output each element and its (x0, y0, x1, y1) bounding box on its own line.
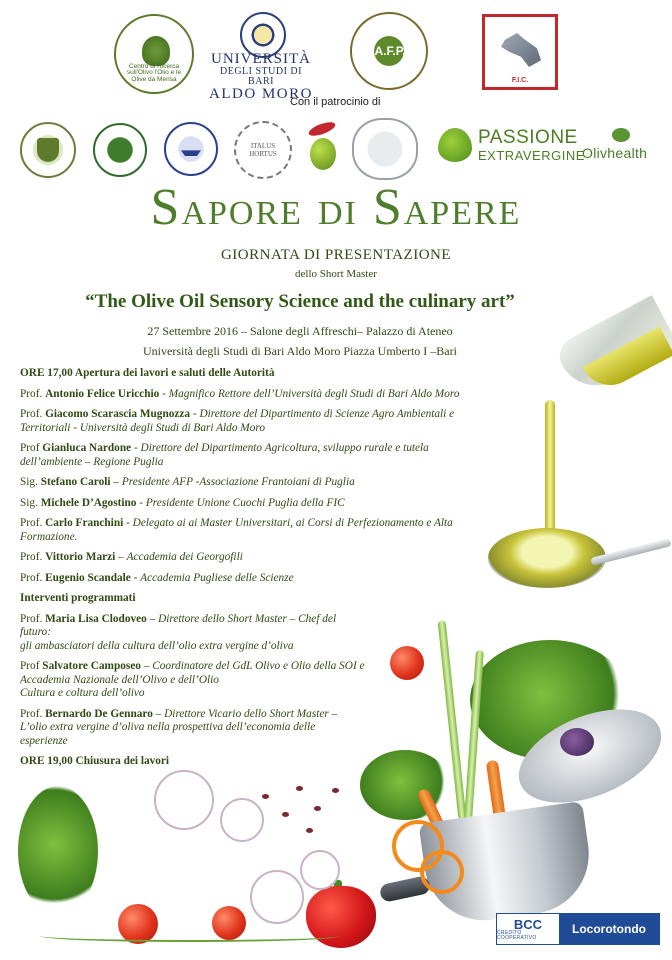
dispa-ring-text: Centro di Ricerca sull'Olivo l'Olio e le Olive da Mensa (126, 62, 182, 84)
onion-ring-icon-4 (300, 850, 340, 890)
bean-icon-6 (306, 828, 313, 833)
tomato-icon (390, 646, 424, 680)
crest-icon (37, 138, 59, 162)
bean-icon-3 (282, 812, 289, 817)
event-name: “The Olive Oil Sensory Science and the culinary art” (85, 291, 515, 312)
passione-extravergine-logo (478, 128, 585, 162)
dispa-logo (114, 14, 194, 94)
page-title (0, 179, 672, 236)
title-di: DI (317, 195, 358, 232)
bcc-label: BCC (513, 916, 543, 932)
bcc-small-label: CREDITO COOPERATIVO (497, 929, 537, 941)
locorotondo-label: Locorotondo (559, 914, 659, 944)
fic-label: F.I.C. (511, 77, 529, 84)
pepper-ring-icon-2 (420, 850, 464, 894)
olivhealth-icon (612, 128, 630, 142)
title-rest-2: APERE (403, 195, 522, 232)
italus-hortus-text: ITALUS HORTUS (249, 142, 277, 158)
olive-icon (310, 138, 336, 170)
leek-icon-2 (464, 650, 484, 820)
spoon-icon (488, 528, 606, 588)
speaker-item: Prof. Vittorio Marzi – Accademia dei Georgofili (20, 551, 243, 563)
speaker-item: Prof. Carlo Franchini - Delegato ai ai Master Universitari, ai Corsi di Perfezionamento e Alta Formazione. (20, 517, 453, 543)
afp-label: A.F.P. (374, 44, 406, 58)
uniba-logo (206, 52, 316, 102)
passione-extravergine-icon (438, 128, 472, 162)
italus-hortus-logo (234, 121, 292, 179)
onion-ring-icon-3 (250, 870, 304, 924)
vine-icon (40, 930, 340, 942)
speaker-item: Prof. Eugenio Scandale - Accademia Pugliese delle Scienze (20, 571, 294, 584)
patron-logo-1 (20, 122, 76, 178)
bean-icon-4 (314, 806, 321, 811)
place-line: Università degli Studi di Bari Aldo Moro Piazza Umberto I –Bari (143, 344, 457, 358)
bean-icon (262, 794, 269, 799)
intervento-item: Prof. Bernardo De Gennaro – Direttore Vicario dello Short Master – L’olio extra vergine d’oliva nella prospettiva dell’economia delle esperienze (20, 707, 338, 747)
interventi-heading: Interventi programmati (20, 592, 136, 604)
uniba-line2: DEGLI STUDI DI BARI (220, 66, 302, 87)
passione-line2: EXTRAVERGINE (478, 148, 585, 163)
intervento-item: Prof. Maria Lisa Clodoveo – Direttore dello Short Master – Chef del futuro: gli ambasciatori della cultura dell’olio extra vergine d’oliva (20, 612, 337, 652)
onion-ring-icon (154, 770, 214, 830)
patron-logo-2 (93, 123, 147, 177)
italy-map-icon (501, 33, 541, 67)
patrocinio-label: Con il patrocinio di (290, 96, 381, 108)
bcc-locorotondo-logo (496, 913, 660, 945)
olivhealth-logo: Olivhealth (582, 145, 648, 161)
subtitle-master: dello Short Master (295, 268, 377, 280)
leaf-icon (307, 120, 337, 139)
uniba-line1: UNIVERSITÀ (211, 51, 311, 67)
bcc-mark (497, 914, 559, 944)
speaker-item: Sig. Michele D’Agostino - Presidente Unione Cuochi Puglia della FIC (20, 496, 345, 509)
speaker-item: Sig. Stefano Caroli – Presidente AFP -Associazione Frantoiani di Puglia (20, 476, 355, 488)
uniba-line3: ALDO MORO (209, 86, 313, 102)
title-cap-2: S (372, 179, 404, 236)
subtitle: GIORNATA DI PRESENTAZIONE (220, 247, 452, 263)
intervento-item: Prof Salvatore Camposeo – Coordinatore del GdL Olivo e Olio della SOI e Accademia Nazionale dell’Olivo e dell’Olio Cultura e coltura dell’olivo (20, 660, 365, 699)
onion-ring-icon-2 (220, 798, 264, 842)
bean-icon-5 (332, 788, 339, 793)
oil-stream-icon (545, 400, 555, 540)
patron-logo-3 (164, 122, 218, 176)
speaker-item: Prof. Antonio Felice Uricchio - Magnifico Rettore dell’Università degli Studi di Bari Aldo Moro (20, 387, 460, 400)
parsley-icon (18, 786, 98, 916)
passione-line1: PASSIONE (478, 127, 578, 148)
title-cap-1: S (150, 179, 182, 236)
bean-icon-2 (296, 786, 303, 791)
fic-logo (482, 14, 558, 90)
speaker-item: Prof. Giacomo Scarascia Mugnozza - Direttore del Dipartimento di Scienze Agro Ambientali e Territoriali - Università degli Studi di Bari Aldo Moro (20, 408, 455, 434)
program-list (20, 367, 460, 776)
speaker-item: Prof Gianluca Nardone - Direttore del Dipartimento Agricoltura, sviluppo rurale e tutela dell’ambiente – Regione Puglia (20, 442, 429, 468)
closing-line: ORE 19,00 Chiusura dei lavori (20, 755, 170, 767)
opening-line: ORE 17,00 Apertura dei lavori e saluti delle Autorità (20, 367, 275, 379)
ship-icon (181, 142, 201, 156)
pot-knob-icon (560, 728, 594, 756)
olive-logo (306, 122, 340, 176)
date-line: 27 Settembre 2016 – Salone degli Affreschi– Palazzo di Ateneo (147, 324, 453, 338)
patron-logo-food (352, 118, 418, 180)
title-rest-1: APORE (181, 195, 303, 232)
